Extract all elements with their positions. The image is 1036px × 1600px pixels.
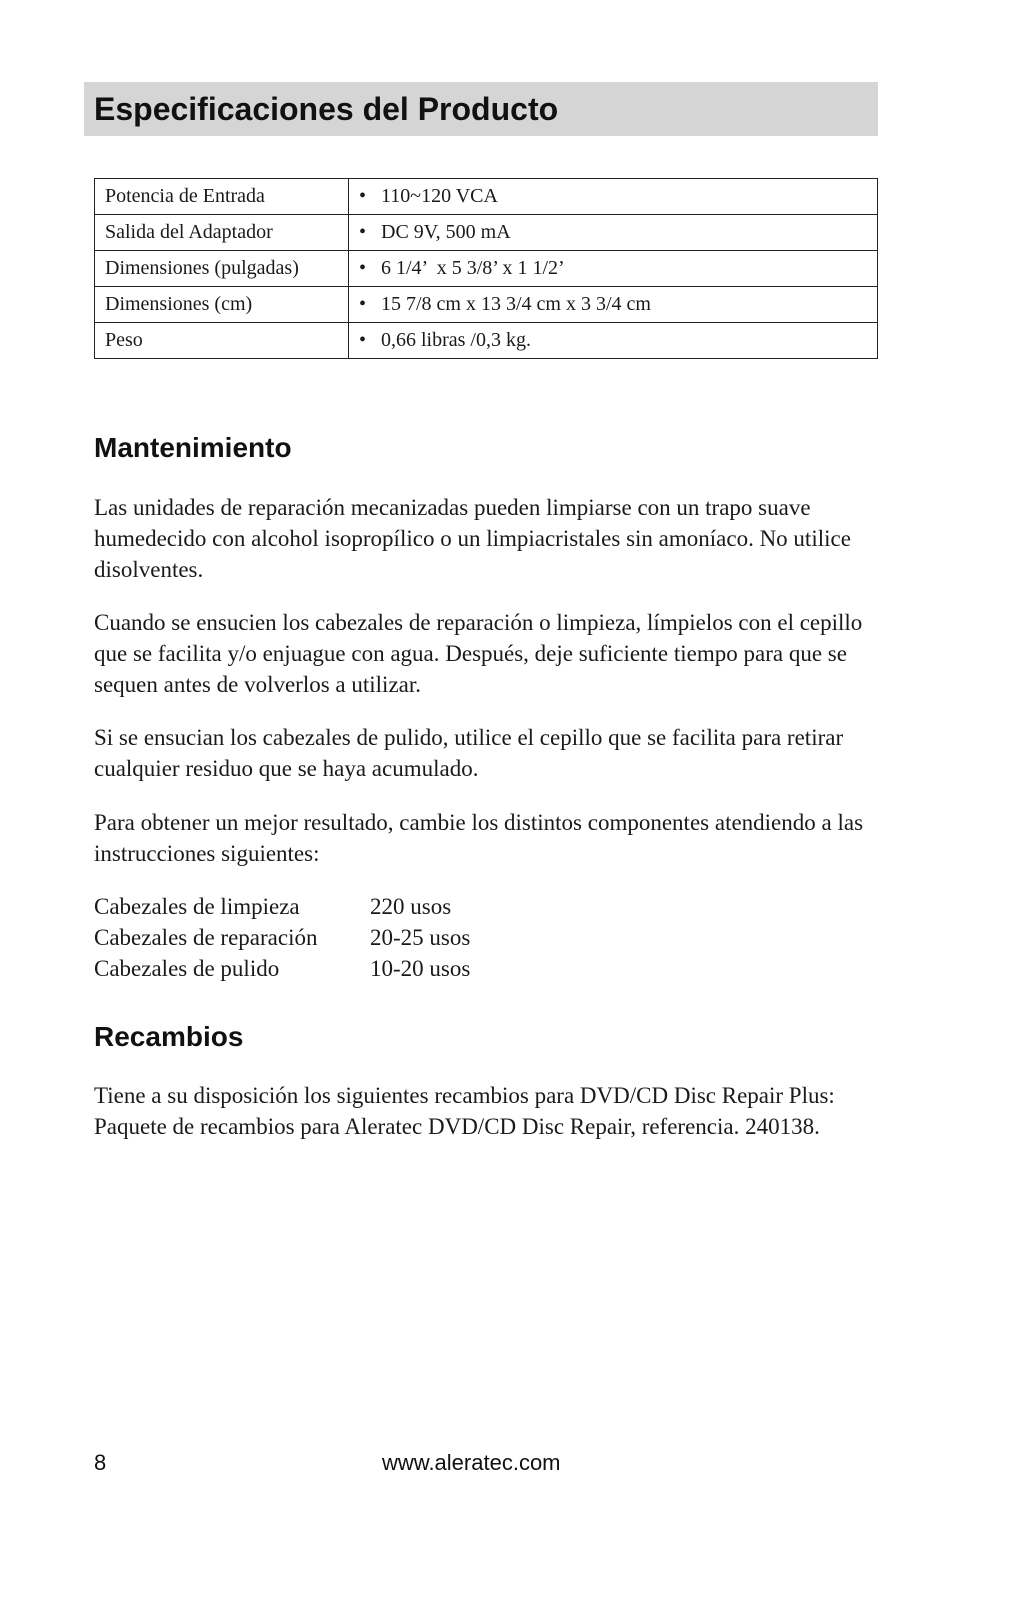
spec-value-cell (349, 287, 878, 323)
maintenance-paragraph-1: Las unidades de reparación mecanizadas pueden limpiarse con un trapo suave humedecido con alcohol isopropílico o un limpiacristales sin amoníaco. No utilice disolventes. (94, 495, 851, 582)
maintenance-paragraph-4: Para obtener un mejor resultado, cambie los distintos componentes atendiendo a las instrucciones siguientes: (94, 810, 864, 866)
maintenance-paragraph-2: Cuando se ensucien los cabezales de reparación o limpieza, límpielos con el cepillo que se facilita y/o enjuague con agua. Después, deje suficiente tiempo para que se sequen antes de volverlos a utilizar. (94, 610, 863, 697)
spec-section-banner (84, 82, 878, 136)
spec-value: DC 9V, 500 mA (381, 221, 511, 243)
table-row (95, 215, 878, 251)
table-row (95, 323, 878, 359)
maintenance-heading: Mantenimiento (94, 432, 292, 463)
spec-section-title: Especificaciones del Producto (94, 91, 559, 127)
spec-label: Peso (95, 323, 349, 359)
spec-label: Dimensiones (cm) (95, 287, 349, 323)
bullet-icon: • (359, 329, 367, 351)
spec-value-cell (349, 179, 878, 215)
list-item (94, 891, 470, 922)
list-item (94, 953, 470, 984)
bullet-icon: • (359, 221, 367, 243)
replacement-interval-list (94, 891, 470, 984)
spec-value: 0,66 libras /0,3 kg. (381, 329, 531, 351)
table-row (95, 251, 878, 287)
spec-value: 110~120 VCA (381, 185, 498, 207)
maintenance-paragraph-3: Si se ensucian los cabezales de pulido, utilice el cepillo que se facilita para retirar cualquier residuo que se haya acumulado. (94, 725, 844, 781)
spec-label: Salida del Adaptador (95, 215, 349, 251)
spec-label: Dimensiones (pulgadas) (95, 251, 349, 287)
table-row (95, 179, 878, 215)
spec-label: Potencia de Entrada (95, 179, 349, 215)
part-uses: 20-25 usos (370, 925, 471, 950)
bullet-icon: • (359, 293, 367, 315)
part-uses: 220 usos (370, 894, 452, 919)
spec-value: 6 1/4’ x 5 3/8’ x 1 1/2’ (381, 257, 565, 279)
table-row (95, 287, 878, 323)
spec-table (94, 178, 878, 359)
spec-value-cell (349, 251, 878, 287)
page-number: 8 (94, 1450, 107, 1475)
spec-value-cell (349, 323, 878, 359)
part-uses: 10-20 usos (370, 956, 471, 981)
bullet-icon: • (359, 257, 367, 279)
spec-value-cell (349, 215, 878, 251)
spec-value: 15 7/8 cm x 13 3/4 cm x 3 3/4 cm (381, 293, 651, 315)
bullet-icon: • (359, 185, 367, 207)
spares-heading: Recambios (94, 1021, 244, 1052)
part-name: Cabezales de reparación (94, 925, 318, 950)
part-name: Cabezales de limpieza (94, 894, 300, 919)
part-name: Cabezales de pulido (94, 956, 280, 981)
list-item (94, 922, 470, 953)
website-link[interactable]: www.aleratec.com (382, 1450, 561, 1475)
spares-paragraph: Tiene a su disposición los siguientes recambios para DVD/CD Disc Repair Plus: Paquete de recambios para Aleratec DVD/CD Disc Repair, referencia. 240138. (94, 1083, 835, 1139)
